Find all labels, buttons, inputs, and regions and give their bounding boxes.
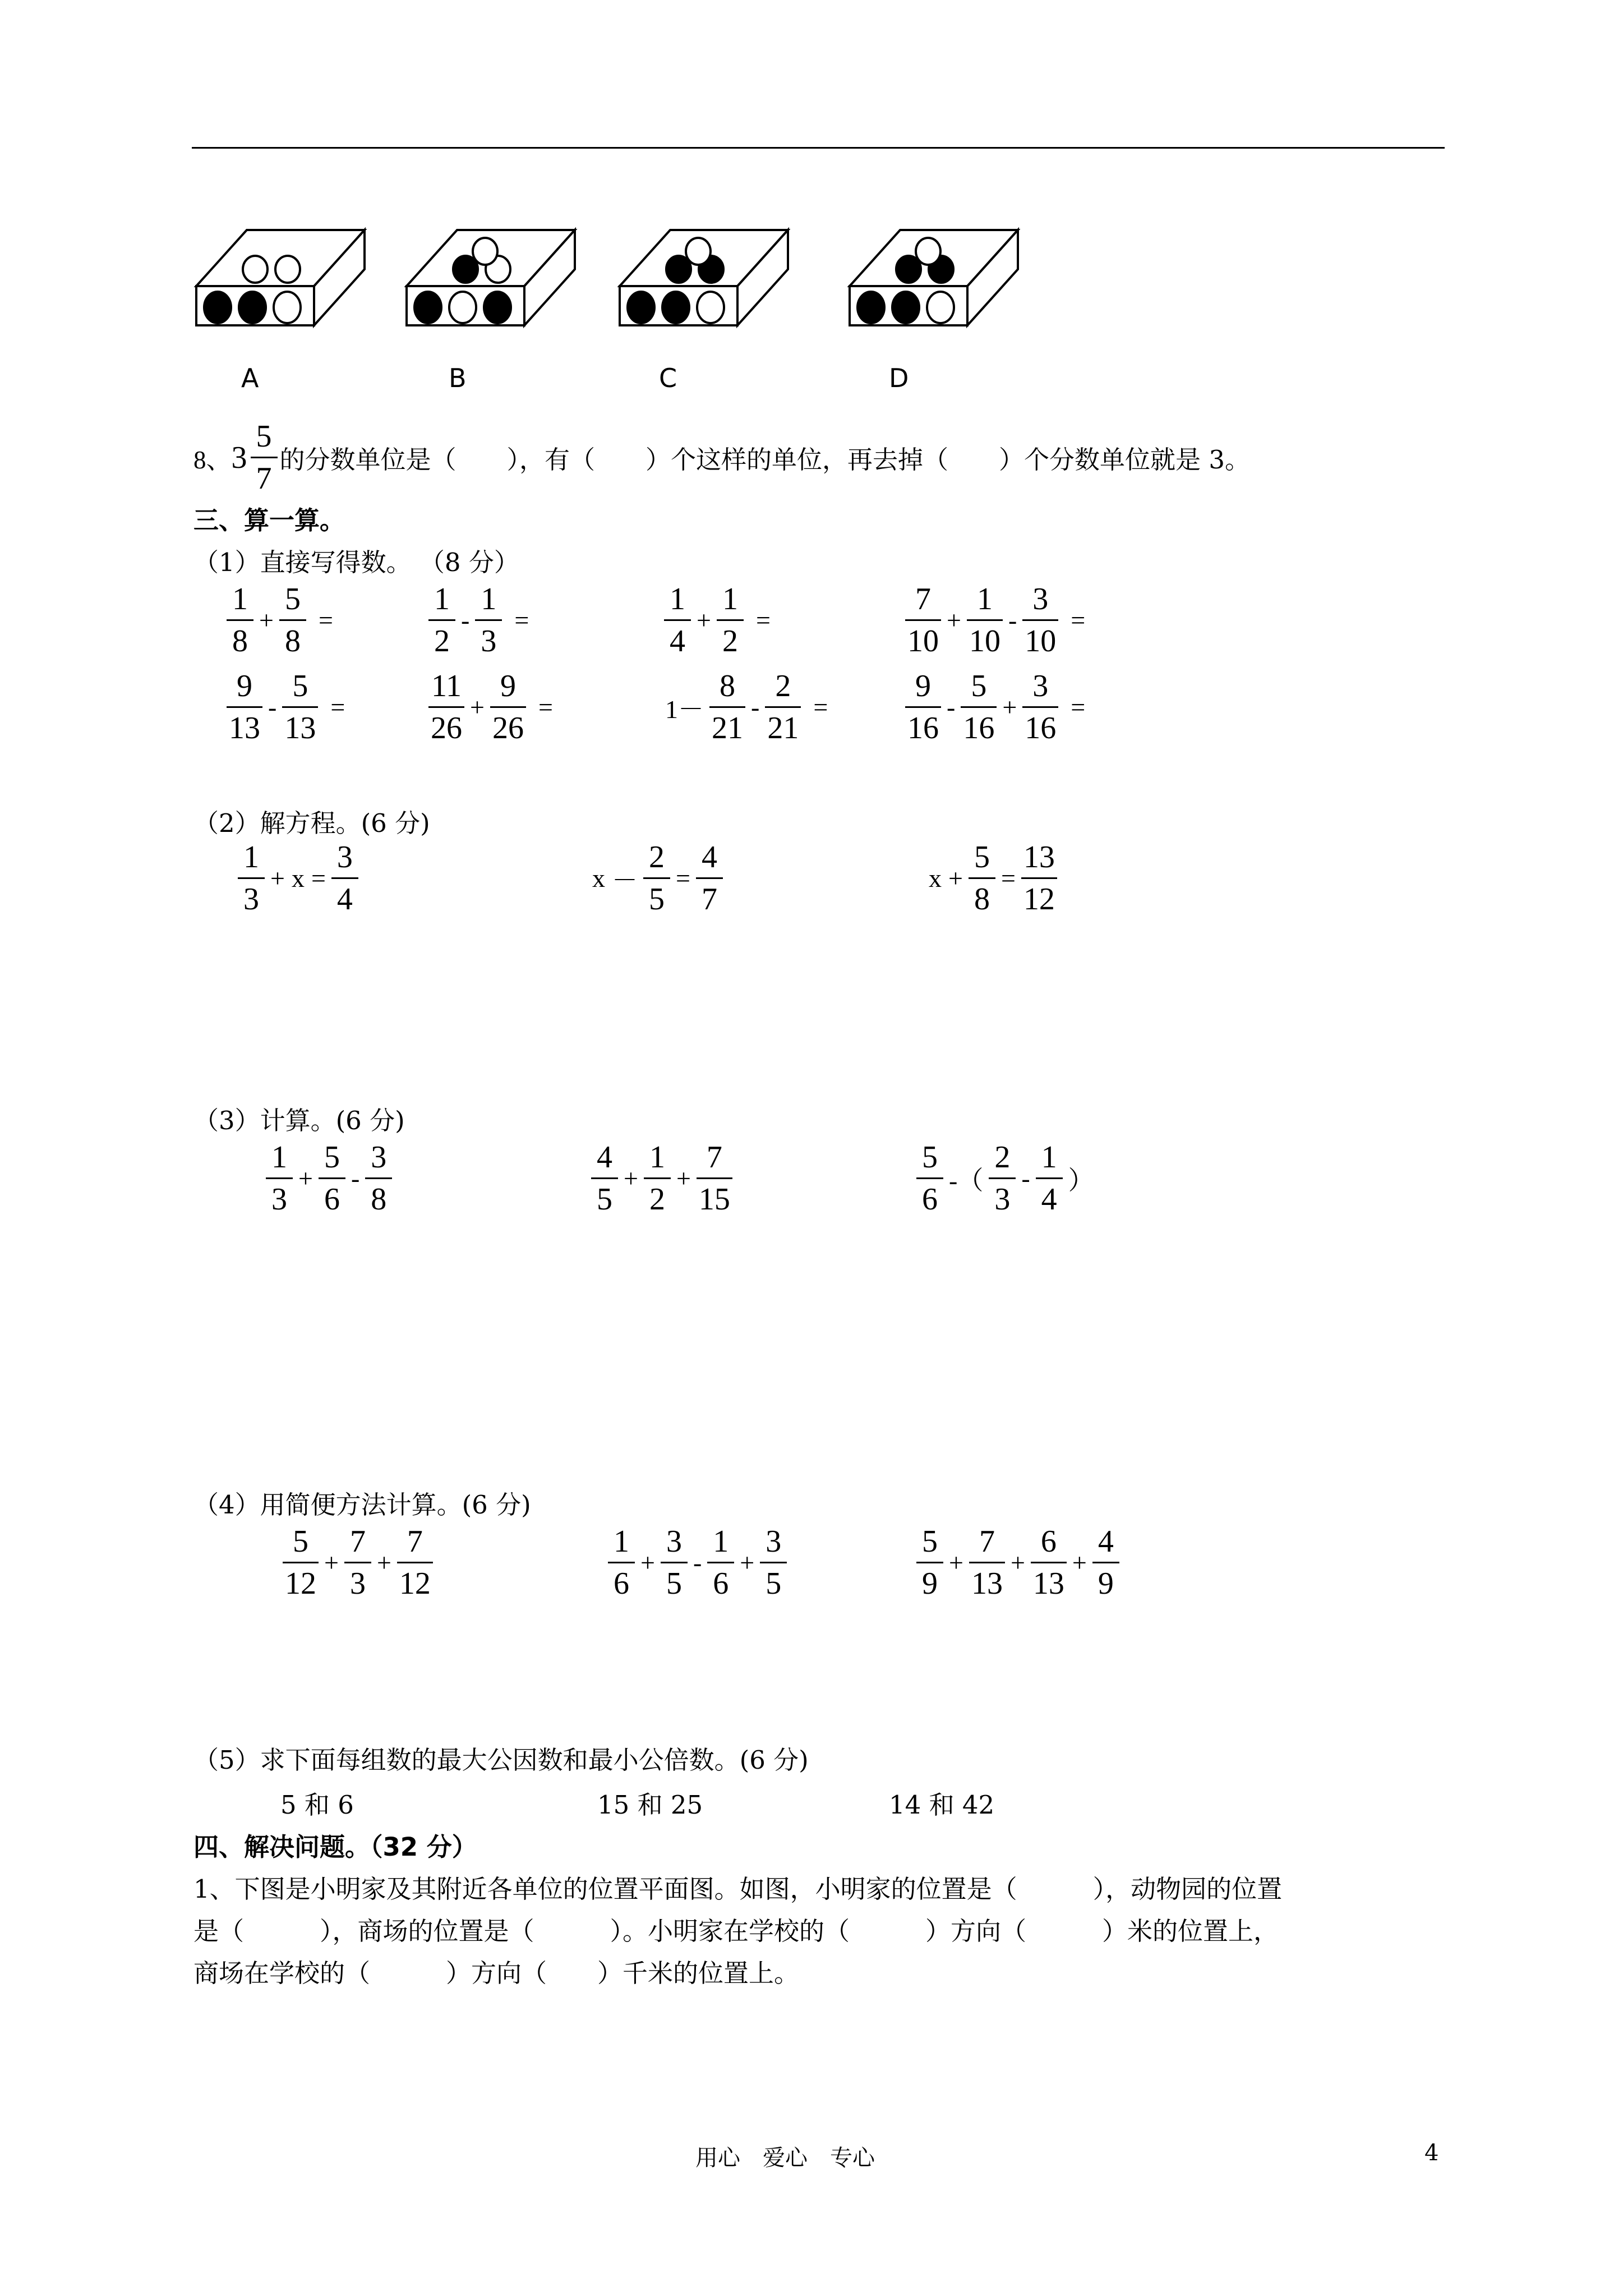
operator: - [1008, 606, 1017, 634]
ball-empty [275, 256, 300, 283]
q8-prefix: 8、 [193, 446, 232, 474]
operator: = [676, 864, 690, 892]
q8-whole: 3 [231, 440, 247, 475]
denominator: 8 [969, 877, 995, 915]
fraction [916, 1526, 943, 1599]
operator: + [947, 606, 961, 634]
denominator: 26 [490, 706, 526, 744]
denominator: 3 [266, 1177, 293, 1215]
numerator: 4 [597, 1140, 612, 1175]
fraction [490, 670, 526, 744]
fraction [643, 841, 670, 915]
denominator: 6 [916, 1177, 943, 1215]
numerator: 7 [407, 1524, 423, 1559]
ball-empty [916, 238, 940, 265]
fraction [266, 1142, 293, 1215]
ball-filled [666, 256, 691, 283]
fraction [969, 1526, 1005, 1599]
operator: + [949, 1548, 963, 1577]
fraction [428, 583, 455, 657]
numerator: 7 [915, 582, 931, 616]
fraction [664, 583, 691, 657]
q8-text: 的分数单位是（ ），有（ ）个这样的单位，再去掉（ ）个分数单位就是 3。 [279, 445, 1250, 475]
ball-empty [927, 292, 954, 323]
fraction [1021, 841, 1057, 915]
fraction [397, 1526, 433, 1599]
operator: - [351, 1164, 360, 1193]
ball-filled [239, 292, 266, 323]
numerator: 5 [284, 582, 301, 616]
operator: x [291, 864, 305, 892]
denominator: 4 [664, 619, 691, 657]
fraction [283, 1526, 319, 1599]
fraction [331, 841, 358, 915]
fraction [319, 1142, 345, 1215]
denominator: 3 [238, 877, 265, 915]
denominator: 13 [969, 1562, 1005, 1599]
ball-empty [243, 256, 268, 283]
operator: - [268, 693, 277, 721]
equals-sign: = [538, 693, 553, 721]
fraction [644, 1142, 671, 1215]
denominator: 16 [905, 706, 941, 744]
expression-3 [662, 583, 774, 657]
denominator: 26 [428, 706, 464, 744]
fraction [608, 1526, 635, 1599]
fraction [916, 1142, 943, 1215]
section-4-q1-line-3: 商场在学校的（ ）方向（ ）千米的位置上。 [193, 1958, 800, 1988]
ball-empty [697, 292, 724, 323]
ball-filled [628, 292, 654, 323]
fraction [1022, 583, 1058, 657]
operator: - [1021, 1164, 1030, 1193]
option-label-d: D [889, 363, 909, 393]
numerator: 1 [1041, 1140, 1057, 1175]
numerator: 7 [706, 1140, 722, 1175]
operator: -（ [949, 1166, 984, 1195]
operator: + [1010, 1548, 1025, 1577]
denominator: 9 [916, 1562, 943, 1599]
equals-sign: = [755, 606, 771, 634]
expression-4 [903, 583, 1089, 657]
fraction [227, 583, 253, 657]
denominator: 4 [1036, 1177, 1063, 1215]
numerator: 2 [775, 669, 791, 703]
footer-slogan: 用心 爱心 专心 [695, 2145, 875, 2171]
expression-8 [903, 670, 1089, 744]
denominator: 8 [365, 1177, 392, 1215]
numerator: 1 [434, 582, 450, 616]
fraction [282, 670, 318, 744]
part-5-item-1: 5 和 6 [280, 1790, 354, 1820]
numerator: 1 [243, 840, 259, 875]
section-4-q1-line-2: 是（ ），商场的位置是（ ）。小明家在学校的（ ）方向（ ）米的位置上， [193, 1916, 1279, 1946]
operator: ） [1068, 1166, 1094, 1195]
equals-sign: = [330, 693, 345, 721]
fraction [989, 1142, 1016, 1215]
denominator: 12 [1021, 877, 1057, 915]
q8-fraction [251, 421, 278, 494]
denominator: 5 [661, 1562, 688, 1599]
numerator: 4 [701, 840, 717, 875]
numerator: 1 [722, 582, 738, 616]
denominator: 6 [707, 1562, 734, 1599]
denominator: 12 [283, 1562, 319, 1599]
expression-1 [224, 583, 336, 657]
operator: + [697, 606, 711, 634]
denominator: 10 [1022, 619, 1058, 657]
ball-filled [414, 292, 441, 323]
numerator: 1 [713, 1524, 729, 1559]
simplify-1 [280, 1526, 435, 1599]
denominator: 10 [905, 619, 941, 657]
calc-3 [914, 1142, 1098, 1215]
denominator: 10 [967, 619, 1003, 657]
denominator: 3 [344, 1562, 371, 1599]
fraction [1031, 1526, 1067, 1599]
equation-1 [236, 841, 361, 915]
fraction [591, 1142, 618, 1215]
numerator: 9 [237, 669, 252, 703]
q8-denominator: 7 [251, 457, 278, 494]
q8-numerator: 5 [256, 419, 272, 454]
calc-2 [589, 1142, 735, 1215]
equation-2 [589, 841, 725, 915]
fraction [707, 1526, 734, 1599]
operator: = [311, 864, 326, 892]
ball-filled [892, 292, 919, 323]
denominator: 3 [475, 619, 502, 657]
numerator: 5 [293, 1524, 308, 1559]
fraction [238, 841, 265, 915]
section-4-title: 四、解决问题。（32 分） [193, 1832, 477, 1862]
part-4-title: （4）用简便方法计算。(6 分) [193, 1490, 531, 1520]
equals-sign: = [514, 606, 529, 634]
equation-3 [925, 841, 1059, 915]
page-number: 4 [1424, 2140, 1439, 2166]
numerator: 2 [994, 1140, 1011, 1175]
ball-filled [896, 256, 921, 283]
fraction [760, 1526, 787, 1599]
option-label-c: C [659, 363, 677, 393]
numerator: 7 [979, 1524, 995, 1559]
part-3-title: （3）计算。(6 分) [193, 1106, 405, 1135]
denominator: 3 [989, 1177, 1016, 1215]
numerator: 3 [666, 1524, 682, 1559]
expression-7 [662, 670, 831, 744]
numerator: 4 [1098, 1524, 1114, 1559]
simplify-2 [606, 1526, 789, 1599]
numerator: 2 [649, 840, 665, 875]
numerator: 5 [922, 1140, 938, 1175]
numerator: 3 [766, 1524, 782, 1559]
operator: + [948, 864, 963, 892]
fraction [1036, 1142, 1063, 1215]
fraction [709, 670, 745, 744]
numerator: 1 [649, 1140, 665, 1175]
numerator: 1 [481, 582, 497, 616]
option-label-b: B [449, 363, 467, 393]
q8-mixed-number [232, 421, 280, 494]
denominator: 7 [696, 877, 723, 915]
denominator: 21 [709, 706, 745, 744]
operator: + [676, 1164, 691, 1193]
denominator: 21 [765, 706, 801, 744]
numerator: 7 [349, 1524, 366, 1559]
header-rule [192, 147, 1445, 149]
operator: + [376, 1548, 391, 1577]
equals-sign: = [318, 606, 333, 634]
fraction [227, 670, 262, 744]
expression-6 [426, 670, 556, 744]
ball-filled [204, 292, 231, 323]
operator: - [751, 693, 760, 721]
ball-empty [686, 238, 711, 265]
fraction [365, 1142, 392, 1215]
numerator: 5 [971, 669, 987, 703]
numerator: 9 [915, 669, 931, 703]
operator: + [324, 1548, 339, 1577]
denominator: 5 [643, 877, 670, 915]
denominator: 2 [428, 619, 455, 657]
operator: + [298, 1164, 313, 1193]
fraction [697, 1142, 732, 1215]
equals-sign: = [1071, 693, 1086, 721]
part-5-item-2: 15 和 25 [597, 1790, 703, 1820]
denominator: 2 [644, 1177, 671, 1215]
ball-empty [473, 238, 497, 265]
denominator: 13 [1031, 1562, 1067, 1599]
expression-2 [426, 583, 532, 657]
section-3-title: 三、算一算。 [193, 505, 345, 535]
numerator: 9 [500, 669, 516, 703]
section-4-q1-line-1: 1、下图是小明家及其附近各单位的位置平面图。如图，小明家的位置是（ ），动物园的位置 [193, 1874, 1283, 1904]
operator: - [693, 1548, 702, 1577]
fraction [661, 1526, 688, 1599]
fraction [1022, 670, 1058, 744]
denominator: 16 [1022, 706, 1058, 744]
operator: + [740, 1548, 755, 1577]
denominator: 12 [397, 1562, 433, 1599]
numerator: 1 [670, 582, 685, 616]
fraction [717, 583, 744, 657]
operator: - [947, 693, 956, 721]
numerator: 5 [922, 1524, 938, 1559]
numerator: 3 [1032, 582, 1049, 616]
option-label-a: A [241, 363, 259, 393]
denominator: 8 [227, 619, 253, 657]
numerator: 11 [431, 669, 462, 703]
numerator: 3 [1032, 669, 1049, 703]
ball-filled [857, 292, 884, 323]
fraction [475, 583, 502, 657]
denominator: 15 [697, 1177, 732, 1215]
numerator: 1 [976, 582, 993, 616]
operator: － [612, 866, 638, 895]
denominator: 6 [319, 1177, 345, 1215]
operator: x [929, 864, 942, 892]
calc-1 [264, 1142, 394, 1215]
part-5-item-3: 14 和 42 [889, 1790, 995, 1820]
denominator: 9 [1092, 1562, 1119, 1599]
ball-filled [662, 292, 689, 323]
denominator: 13 [282, 706, 318, 744]
fraction [428, 670, 464, 744]
operator: - [461, 606, 470, 634]
fraction [967, 583, 1003, 657]
numerator: 6 [1040, 1524, 1057, 1559]
fraction [696, 841, 723, 915]
simplify-3 [914, 1526, 1122, 1599]
operator: + [624, 1164, 638, 1193]
equals-sign: = [1071, 606, 1086, 634]
operator: = [1000, 864, 1016, 892]
part-1-title: （1）直接写得数。 （8 分） [193, 547, 519, 577]
operator: + [259, 606, 274, 634]
numerator: 8 [720, 669, 735, 703]
operator: + [1072, 1548, 1087, 1577]
numerator: 3 [371, 1140, 387, 1175]
operator: + [640, 1548, 655, 1577]
fraction [1092, 1526, 1119, 1599]
ball-empty [449, 292, 476, 323]
fraction [905, 583, 941, 657]
numerator: 5 [324, 1140, 340, 1175]
numerator: 3 [336, 840, 353, 875]
fraction [344, 1526, 371, 1599]
operator: 1－ [665, 694, 704, 724]
numerator: 1 [614, 1524, 629, 1559]
options-figure [185, 219, 1060, 404]
ball-empty [274, 292, 301, 323]
operator: + [1002, 693, 1017, 721]
equals-sign: = [813, 693, 828, 721]
denominator: 8 [279, 619, 306, 657]
fraction [765, 670, 801, 744]
fraction [961, 670, 997, 744]
fraction [969, 841, 995, 915]
denominator: 6 [608, 1562, 635, 1599]
numerator: 5 [292, 669, 308, 703]
denominator: 5 [591, 1177, 618, 1215]
denominator: 4 [331, 877, 358, 915]
ball-filled [453, 256, 478, 283]
denominator: 13 [227, 706, 262, 744]
numerator: 13 [1023, 840, 1055, 875]
fraction [279, 583, 306, 657]
operator: + [470, 693, 485, 721]
part-2-title: （2）解方程。(6 分) [193, 808, 430, 838]
denominator: 16 [961, 706, 997, 744]
part-5-title: （5）求下面每组数的最大公因数和最小公倍数。(6 分) [193, 1745, 809, 1775]
expression-5 [224, 670, 348, 744]
numerator: 5 [974, 840, 990, 875]
numerator: 1 [232, 582, 248, 616]
operator: x [592, 864, 605, 892]
denominator: 2 [717, 619, 744, 657]
denominator: 5 [760, 1562, 787, 1599]
numerator: 1 [271, 1140, 287, 1175]
fraction [905, 670, 941, 744]
ball-filled [484, 292, 511, 323]
operator: + [270, 864, 285, 892]
question-8 [193, 421, 1250, 494]
